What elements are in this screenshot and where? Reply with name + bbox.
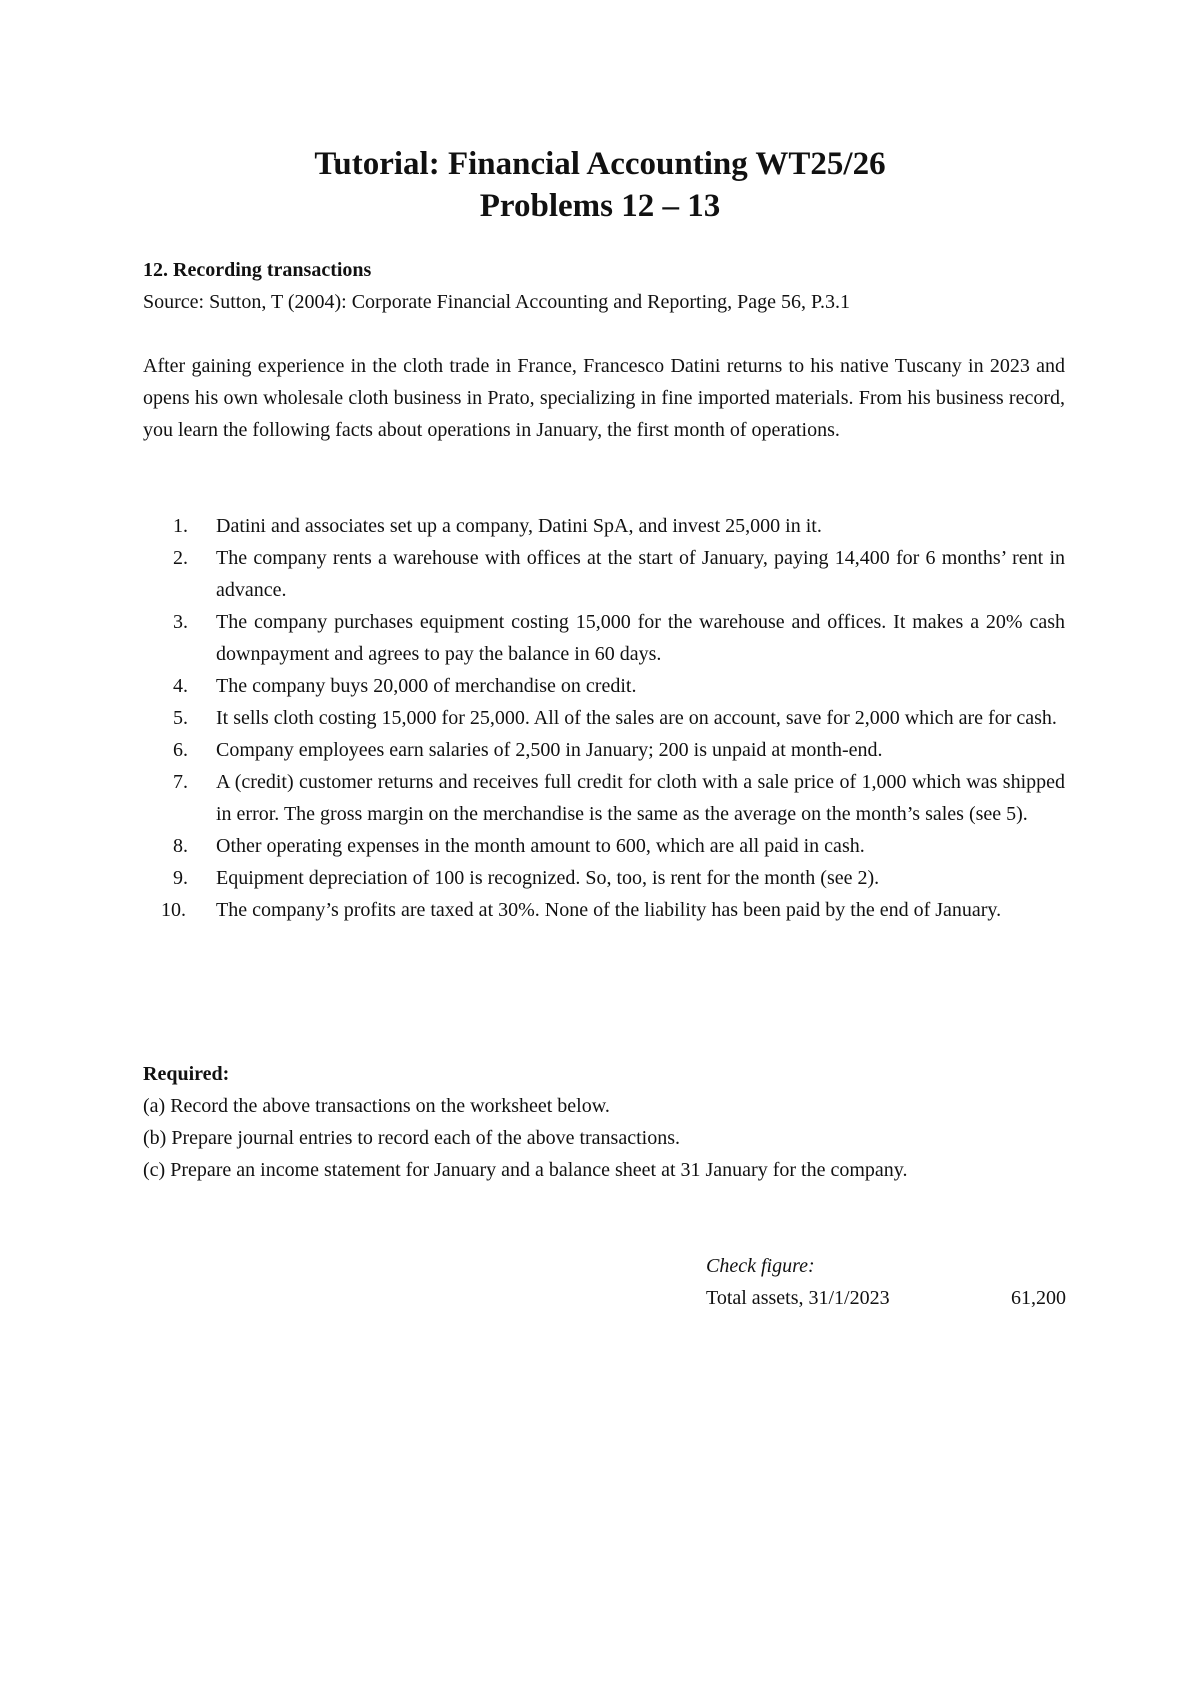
item-text: The company buys 20,000 of merchandise on credit. (216, 675, 637, 697)
item-number: 7. (173, 771, 188, 793)
item-number: 4. (173, 675, 188, 697)
list-item: (a) Record the above transactions on the worksheet below. (143, 1095, 610, 1117)
item-number: 10. (161, 899, 186, 921)
item-number: 6. (173, 739, 188, 761)
list-item: (b) Prepare journal entries to record each of the above transactions. (143, 1127, 680, 1149)
title-line-1: Tutorial: Financial Accounting WT25/26 (314, 146, 886, 182)
item-text: Company employees earn salaries of 2,500 in January; 200 is unpaid at month-end. (216, 739, 883, 761)
check-figure-label: Check figure: (706, 1255, 815, 1277)
list-item (143, 862, 1065, 894)
title-line-2: Problems 12 – 13 (479, 188, 721, 224)
source-citation: Source: Sutton, T (2004): Corporate Financial Accounting and Reporting, Page 56, P.3.1 (143, 291, 850, 313)
required-list (143, 1090, 1065, 1186)
list-item (143, 542, 1065, 606)
list-item: (c) Prepare an income statement for January and a balance sheet at 31 January for the company. (143, 1159, 908, 1181)
item-text: The company purchases equipment costing 15,000 for the warehouse and offices. It makes a 20% cash downpayment and agrees to pay the balance in 60 days. (216, 611, 1065, 665)
item-text: The company rents a warehouse with offices at the start of January, paying 14,400 for 6 months’ rent in advance. (216, 547, 1065, 601)
check-figure-item: Total assets, 31/1/2023 (706, 1287, 890, 1309)
check-figure-value: 61,200 (1011, 1287, 1066, 1309)
list-item (143, 894, 1065, 926)
item-text: A (credit) customer returns and receives full credit for cloth with a sale price of 1,000 which was shipped in error. The gross margin on the merchandise is the same as the average on the month’s sales (see 5). (216, 771, 1065, 825)
check-figure-row (706, 1282, 1066, 1314)
check-figure (706, 1250, 1066, 1314)
list-item (143, 734, 1065, 766)
item-number: 9. (173, 867, 188, 889)
item-text: The company’s profits are taxed at 30%. None of the liability has been paid by the end of January. (216, 899, 1002, 921)
problem-heading: 12. Recording transactions (143, 259, 372, 281)
intro-paragraph: After gaining experience in the cloth trade in France, Francesco Datini returns to his native Tuscany in 2023 and opens his own wholesale cloth business in Prato, specializing in fine imported materials. From his business record, you learn the following facts about operations in January, the first month of operations. (143, 355, 1065, 441)
item-text: It sells cloth costing 15,000 for 25,000. All of the sales are on account, save for 2,000 which are for cash. (216, 707, 1057, 729)
list-item (143, 670, 1065, 702)
item-number: 3. (173, 611, 188, 633)
list-item (143, 766, 1065, 830)
item-text: Datini and associates set up a company, Datini SpA, and invest 25,000 in it. (216, 515, 822, 537)
item-number: 8. (173, 835, 188, 857)
item-number: 2. (173, 547, 188, 569)
item-number: 1. (173, 515, 188, 537)
item-text: Other operating expenses in the month amount to 600, which are all paid in cash. (216, 835, 865, 857)
list-item (143, 702, 1065, 734)
list-item (143, 830, 1065, 862)
list-item (143, 606, 1065, 670)
item-text: Equipment depreciation of 100 is recognized. So, too, is rent for the month (see 2). (216, 867, 880, 889)
list-item (143, 510, 1065, 542)
item-number: 5. (173, 707, 188, 729)
page-title (0, 143, 1200, 227)
required-heading: Required: (143, 1063, 230, 1085)
transaction-list (143, 510, 1065, 926)
